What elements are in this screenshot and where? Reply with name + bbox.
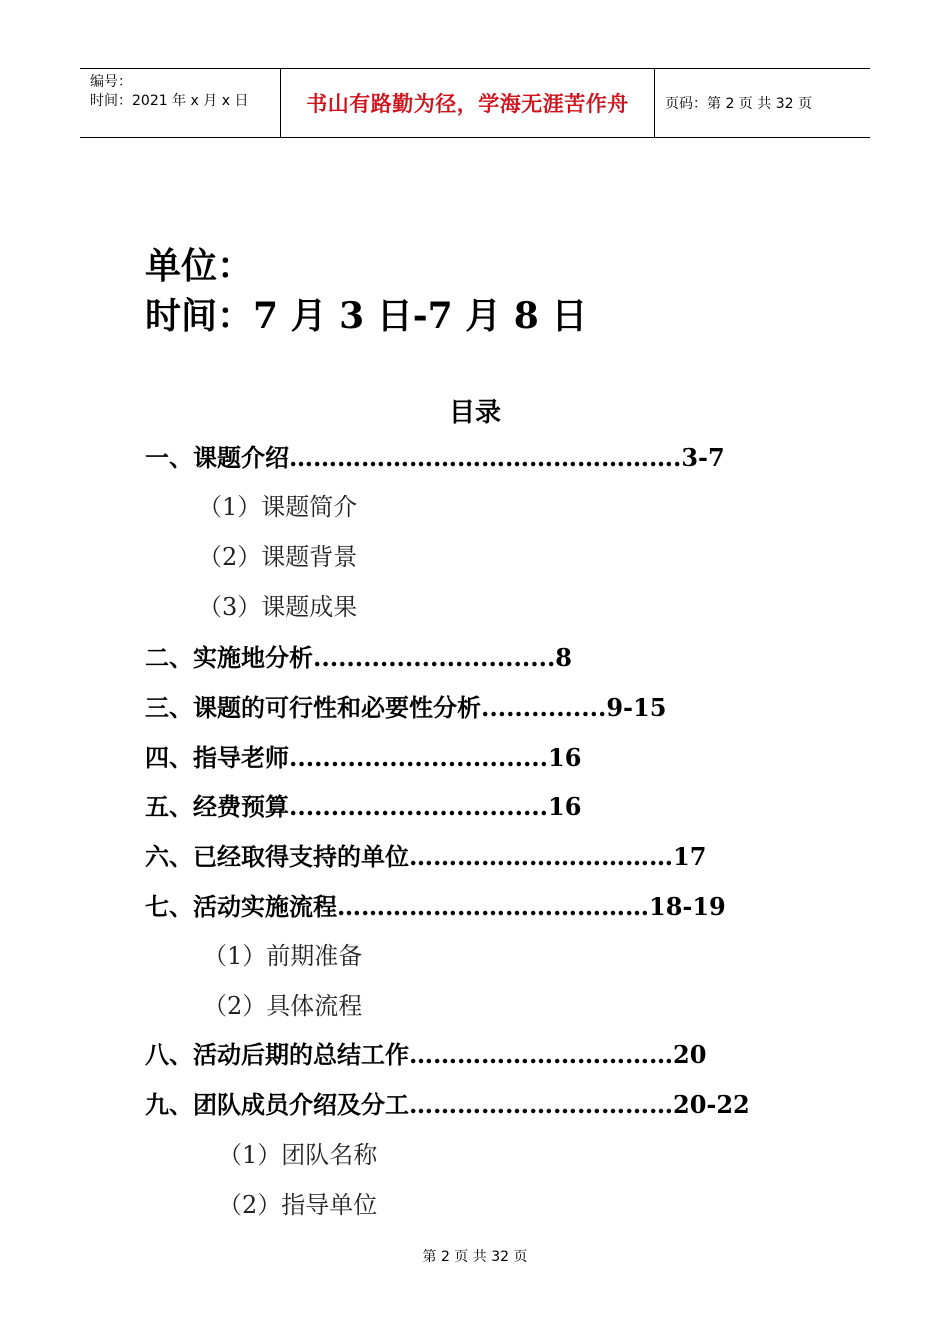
header-motto: 书山有路勤为径，学海无涯苦作舟 (281, 69, 655, 137)
header-meta-cell (80, 69, 281, 137)
time-line: 时间：7 月 3 日-7 月 8 日 (145, 295, 588, 337)
serial-number-label: 编号： (90, 74, 132, 90)
toc-subentry[interactable]: （1）课题简介 (198, 493, 358, 521)
toc-subentry[interactable]: （2）课题背景 (198, 543, 358, 571)
toc-entry[interactable]: 四、指导老师...............................16 (145, 743, 582, 772)
toc-entry[interactable]: 八、活动后期的总结工作……………………………20 (145, 1040, 707, 1069)
unit-line: 单位： (145, 245, 254, 287)
toc-subentry[interactable]: （1）前期准备 (203, 942, 363, 970)
toc-subentry[interactable]: （1）团队名称 (218, 1141, 378, 1169)
header-time-label: 时间：2021 年 x 月 x 日 (90, 93, 249, 109)
toc-entry[interactable]: 一、课题介绍………………………………………….3-7 (145, 443, 725, 472)
toc-subentry[interactable]: （2）具体流程 (203, 992, 363, 1020)
toc-subentry[interactable]: （2）指导单位 (218, 1191, 378, 1219)
toc-subentry[interactable]: （3）课题成果 (198, 593, 358, 621)
header-page-info: 页码：第 2 页 共 32 页 (665, 96, 812, 112)
page-footer: 第 2 页 共 32 页 (422, 1249, 528, 1265)
toc-entry[interactable]: 五、经费预算...............................16 (145, 792, 582, 821)
toc-entry[interactable]: 九、团队成员介绍及分工……………………………20-22 (145, 1090, 750, 1119)
toc-entry[interactable]: 七、活动实施流程…………………………………18-19 (145, 892, 726, 921)
page-header (80, 68, 870, 138)
toc-entry[interactable]: 六、已经取得支持的单位……………………………17 (145, 842, 707, 871)
toc-entry[interactable]: 三、课题的可行性和必要性分析...............9-15 (145, 693, 667, 722)
toc-entry[interactable]: 二、实施地分析.............................8 (145, 643, 573, 672)
toc-title: 目录 (448, 398, 501, 428)
